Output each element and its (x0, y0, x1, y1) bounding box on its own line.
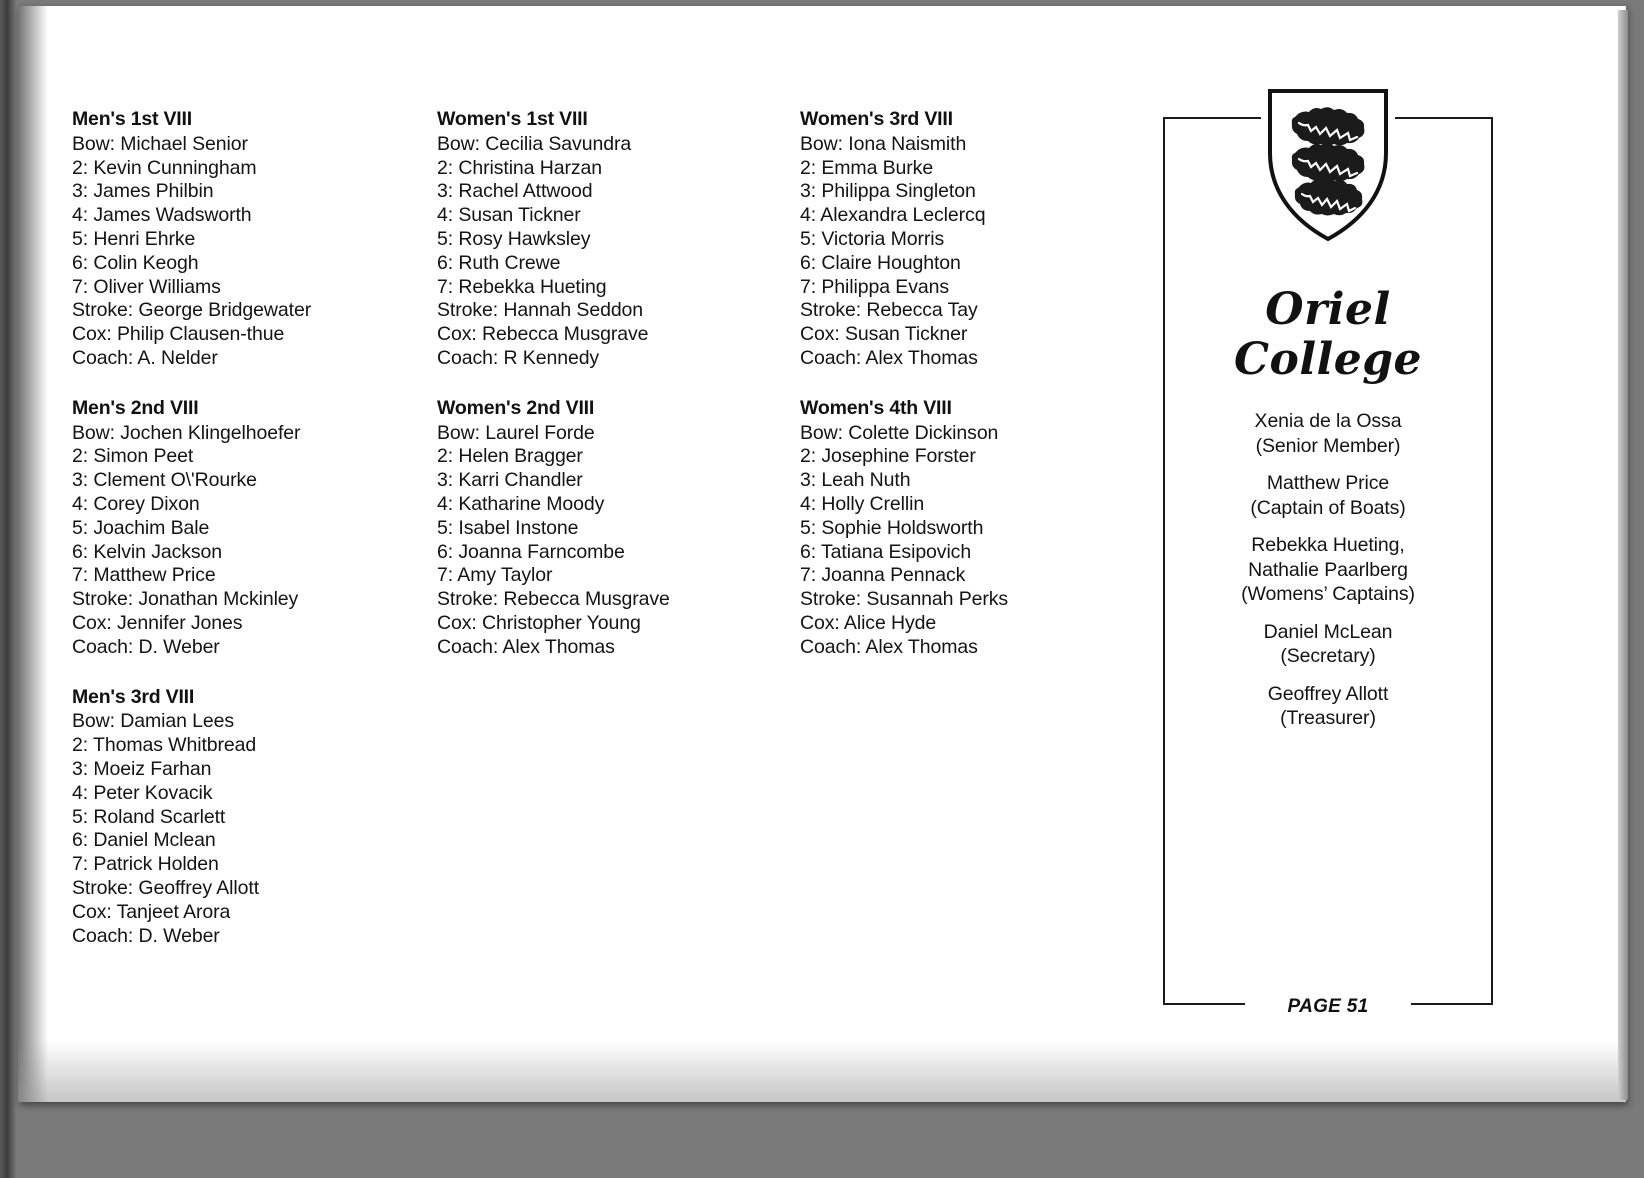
crew-block (72, 686, 417, 949)
crew-member: Coach: Alex Thomas (437, 635, 615, 658)
crew-member: 3: Clement O\'Rourke (72, 469, 257, 492)
crew-member: 3: James Philbin (72, 180, 214, 203)
crew-member: Bow: Jochen Klingelhoefer (72, 421, 301, 444)
crew-block (437, 397, 782, 660)
crew-member: 3: Moeiz Farhan (72, 757, 212, 780)
crew-member: Coach: Alex Thomas (800, 635, 978, 658)
officer-role: (Captain of Boats) (1250, 496, 1406, 519)
panel-border-top-right (1395, 117, 1493, 119)
crew-member: 2: Christina Harzan (437, 156, 603, 179)
crew-member: 4: Corey Dixon (72, 492, 200, 515)
crew-member: Stroke: George Bridgewater (72, 299, 312, 322)
crew-member: 5: Henri Ehrke (72, 227, 196, 250)
crew-member: 7: Patrick Holden (72, 853, 219, 876)
officer-name-secondary: Nathalie Paarlberg (1248, 558, 1408, 581)
crew-member: Coach: A. Nelder (72, 346, 218, 369)
crew-member: 6: Colin Keogh (72, 251, 199, 274)
book-gutter-shadow (0, 0, 16, 1178)
crew-block (800, 108, 1145, 371)
page-number: PAGE 51 (1287, 996, 1369, 1017)
page-right-edge (1618, 10, 1628, 1100)
crew-member: 4: Holly Crellin (800, 492, 925, 515)
officer-entry (1163, 409, 1493, 458)
oriel-college-shield-three-lions-icon (1265, 87, 1391, 243)
crew-member: Bow: Colette Dickinson (800, 421, 999, 444)
crew-member: 5: Victoria Morris (800, 227, 945, 250)
officer-entry (1163, 471, 1493, 520)
crew-member: 7: Joanna Pennack (800, 564, 966, 587)
officer-entry (1163, 533, 1493, 607)
crew-member: 4: Peter Kovacik (72, 781, 213, 804)
crew-member: Cox: Jennifer Jones (72, 611, 243, 634)
crew-member: Bow: Cecilia Savundra (437, 132, 632, 155)
officer-name: Rebekka Hueting, (1251, 534, 1405, 556)
crew-member: 7: Oliver Williams (72, 275, 221, 298)
crew-member: Cox: Alice Hyde (800, 611, 937, 634)
crew-member: 6: Kelvin Jackson (72, 540, 223, 563)
college-club-panel (1163, 117, 1493, 1017)
crew-member: 2: Thomas Whitbread (72, 734, 257, 757)
crew-member: 5: Rosy Hawksley (437, 227, 591, 250)
crew-member: 6: Joanna Farncombe (437, 540, 625, 563)
crew-member: 7: Philippa Evans (800, 275, 949, 298)
officer-name: Geoffrey Allott (1267, 682, 1389, 705)
crew-member: 6: Tatiana Esipovich (800, 540, 972, 563)
crew-member: 2: Simon Peet (72, 445, 194, 468)
officer-name: Matthew Price (1266, 472, 1390, 494)
college-name (1163, 285, 1493, 385)
crew-member: 3: Leah Nuth (800, 469, 911, 492)
crew-member: 5: Sophie Holdsworth (800, 516, 984, 539)
crew-title: Women's 3rd VIII (800, 108, 953, 130)
officer-role: (Senior Member) (1255, 434, 1401, 457)
crew-block (800, 397, 1145, 660)
crew-title: Women's 1st VIII (437, 108, 588, 130)
crew-member: Stroke: Jonathan Mckinley (72, 588, 299, 611)
officer-entry (1163, 620, 1493, 669)
crew-member: Coach: R Kennedy (437, 346, 600, 369)
crew-member: Bow: Michael Senior (72, 132, 248, 155)
crew-member: 6: Ruth Crewe (437, 251, 561, 274)
crew-member: Stroke: Geoffrey Allott (72, 876, 260, 899)
crew-title: Men's 2nd VIII (72, 396, 199, 419)
crew-member: 2: Kevin Cunningham (72, 156, 257, 179)
crew-title: Women's 4th VIII (800, 396, 952, 419)
crew-member: 7: Rebekka Hueting (437, 275, 607, 298)
crew-member: 4: Katharine Moody (437, 492, 605, 515)
crew-block (437, 108, 782, 371)
officer-role: (Womens’ Captains) (1241, 583, 1415, 605)
crew-member: 5: Isabel Instone (437, 516, 579, 539)
crew-member: Stroke: Rebecca Tay (800, 299, 978, 322)
crew-member: Bow: Iona Naismith (800, 132, 967, 155)
college-name-line-1: Oriel (1265, 284, 1391, 335)
crew-title: Men's 1st VIII (72, 108, 192, 130)
officer-role: (Treasurer) (1280, 707, 1376, 729)
college-name-line-2: College (1233, 334, 1423, 385)
crew-member: Coach: Alex Thomas (800, 346, 978, 369)
crew-member: Cox: Rebecca Musgrave (437, 323, 649, 346)
crew-column-right (800, 108, 1145, 686)
crew-member: Cox: Susan Tickner (800, 323, 968, 346)
crew-member: Coach: D. Weber (72, 924, 220, 947)
panel-border-top-left (1163, 117, 1261, 119)
crew-member: Coach: D. Weber (72, 635, 220, 658)
crew-member: Bow: Damian Lees (72, 710, 235, 733)
officer-name: Xenia de la Ossa (1254, 410, 1402, 432)
crew-title: Women's 2nd VIII (437, 396, 595, 419)
officer-entry (1163, 682, 1493, 731)
crew-member: 5: Roland Scarlett (72, 805, 226, 828)
club-officers-list (1163, 409, 1493, 744)
crew-member: Stroke: Rebecca Musgrave (437, 588, 670, 611)
crew-member: Stroke: Hannah Seddon (437, 299, 644, 322)
crew-title: Men's 3rd VIII (72, 685, 195, 708)
crew-member: 4: Susan Tickner (437, 204, 581, 227)
crew-member: 3: Karri Chandler (437, 469, 583, 492)
crew-member: 5: Joachim Bale (72, 516, 210, 539)
crew-member: 2: Helen Bragger (437, 445, 583, 468)
crew-block (72, 397, 417, 660)
crew-member: 7: Amy Taylor (437, 564, 553, 587)
crew-member: 2: Josephine Forster (800, 445, 976, 468)
crew-member: Cox: Tanjeet Arora (72, 900, 231, 923)
crew-member: 6: Claire Houghton (800, 251, 961, 274)
crew-member: 6: Daniel Mclean (72, 829, 216, 852)
officer-role: (Secretary) (1280, 645, 1376, 667)
crew-member: 2: Emma Burke (800, 156, 934, 179)
crew-member: 4: Alexandra Leclercq (800, 204, 986, 227)
crew-member: Cox: Christopher Young (437, 611, 641, 634)
crew-block (72, 108, 417, 371)
crew-member: 7: Matthew Price (72, 564, 216, 587)
crew-member: Stroke: Susannah Perks (800, 588, 1009, 611)
crew-member: Cox: Philip Clausen-thue (72, 323, 285, 346)
crew-column-left (72, 108, 417, 974)
crew-member: 4: James Wadsworth (72, 204, 252, 227)
crew-member: Bow: Laurel Forde (437, 421, 595, 444)
crew-column-middle (437, 108, 782, 686)
officer-name: Daniel McLean (1263, 620, 1393, 643)
crew-member: 3: Rachel Attwood (437, 180, 593, 203)
crew-member: 3: Philippa Singleton (800, 180, 976, 203)
